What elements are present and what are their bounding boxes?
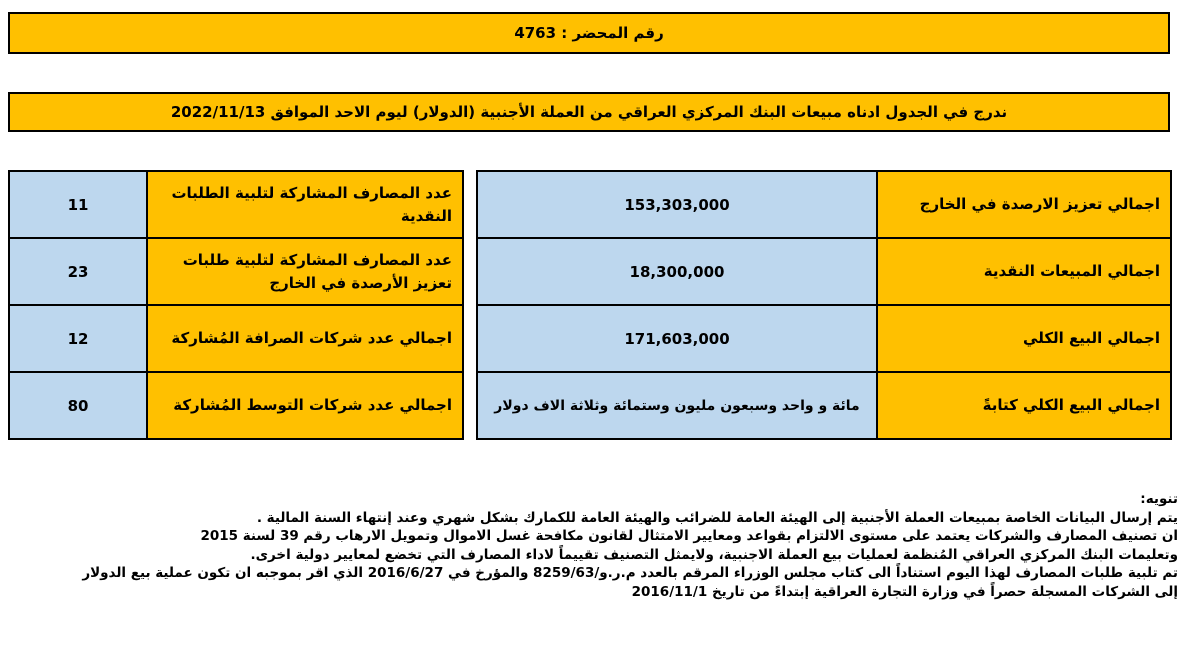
notes-line: وتعليمات البنك المركزي العراقي المُنظمة لعمليات بيع العملة الاجنبية، ولايمثل التصنيف تقييماً لاداء المصارف التي تخضع لمعايير دولية اخرى.	[250, 546, 1178, 563]
notes-line: يتم إرسال البيانات الخاصة بمبيعات العملة الأجنبية إلى الهيئة العامة للضرائب والهيئة العامة للكمارك بشكل شهري وعند إنتهاء السنة المالية .	[256, 509, 1178, 526]
participants-value-exchange-companies: 12	[9, 305, 147, 372]
table-row	[477, 372, 1171, 439]
sales-label-cash: اجمالي المبيعات النقدية	[877, 238, 1171, 305]
sales-value-total: 171,603,000	[477, 305, 877, 372]
notes-section	[18, 490, 1178, 601]
sales-label-overseas: اجمالي تعزيز الارصدة في الخارج	[877, 171, 1171, 238]
table-row	[9, 305, 463, 372]
sales-label-total: اجمالي البيع الكلي	[877, 305, 1171, 372]
table-row	[477, 171, 1171, 238]
participants-label-overseas-banks: عدد المصارف المشاركة لتلبية طلبات تعزيز الأرصدة في الخارج	[147, 238, 463, 305]
table-row	[9, 372, 463, 439]
sales-value-cash: 18,300,000	[477, 238, 877, 305]
participants-table	[8, 170, 464, 440]
table-row	[477, 305, 1171, 372]
participants-label-cash-banks: عدد المصارف المشاركة لتلبية الطلبات النقدية	[147, 171, 463, 238]
sales-table	[476, 170, 1172, 440]
notes-heading: تنويه:	[1140, 491, 1178, 507]
notes-line: ان تصنيف المصارف والشركات يعتمد على مستوى الالتزام بقواعد ومعايير الامتثال لقانون مكافحة غسل الاموال وتمويل الارهاب رقم 39 لسنة 2015	[200, 528, 1178, 544]
notes-line: إلى الشركات المسجلة حصراً في وزارة التجارة العراقية إبتداءً من تاريخ 2016/11/1	[631, 583, 1178, 600]
table-row	[477, 238, 1171, 305]
notes-line: تم تلبية طلبات المصارف لهذا اليوم استناداً الى كتاب مجلس الوزراء المرقم بالعدد م.ر.و/8259/63 والمؤرخ في 2016/6/27 الذي اقر بموجبه ان تكون عملية بيع الدولار	[82, 565, 1178, 581]
minutes-number-banner	[8, 12, 1170, 54]
intro-banner	[8, 92, 1170, 132]
sales-label-total-words: اجمالي البيع الكلي كتابةً	[877, 372, 1171, 439]
table-row	[9, 238, 463, 305]
participants-value-overseas-banks: 23	[9, 238, 147, 305]
participants-value-brokerage-companies: 80	[9, 372, 147, 439]
participants-value-cash-banks: 11	[9, 171, 147, 238]
table-row	[9, 171, 463, 238]
participants-label-exchange-companies: اجمالي عدد شركات الصرافة المُشاركة	[147, 305, 463, 372]
participants-label-brokerage-companies: اجمالي عدد شركات التوسط المُشاركة	[147, 372, 463, 439]
minutes-number-text: رقم المحضر : 4763	[514, 24, 664, 42]
sales-value-overseas: 153,303,000	[477, 171, 877, 238]
intro-text: ندرج في الجدول ادناه مبيعات البنك المركزي العراقي من العملة الأجنبية (الدولار) ليوم الاحد الموافق 2022/11/13	[170, 103, 1008, 121]
sales-value-total-words: مائة و واحد وسبعون مليون وستمائة وثلاثة الاف دولار	[477, 372, 877, 439]
